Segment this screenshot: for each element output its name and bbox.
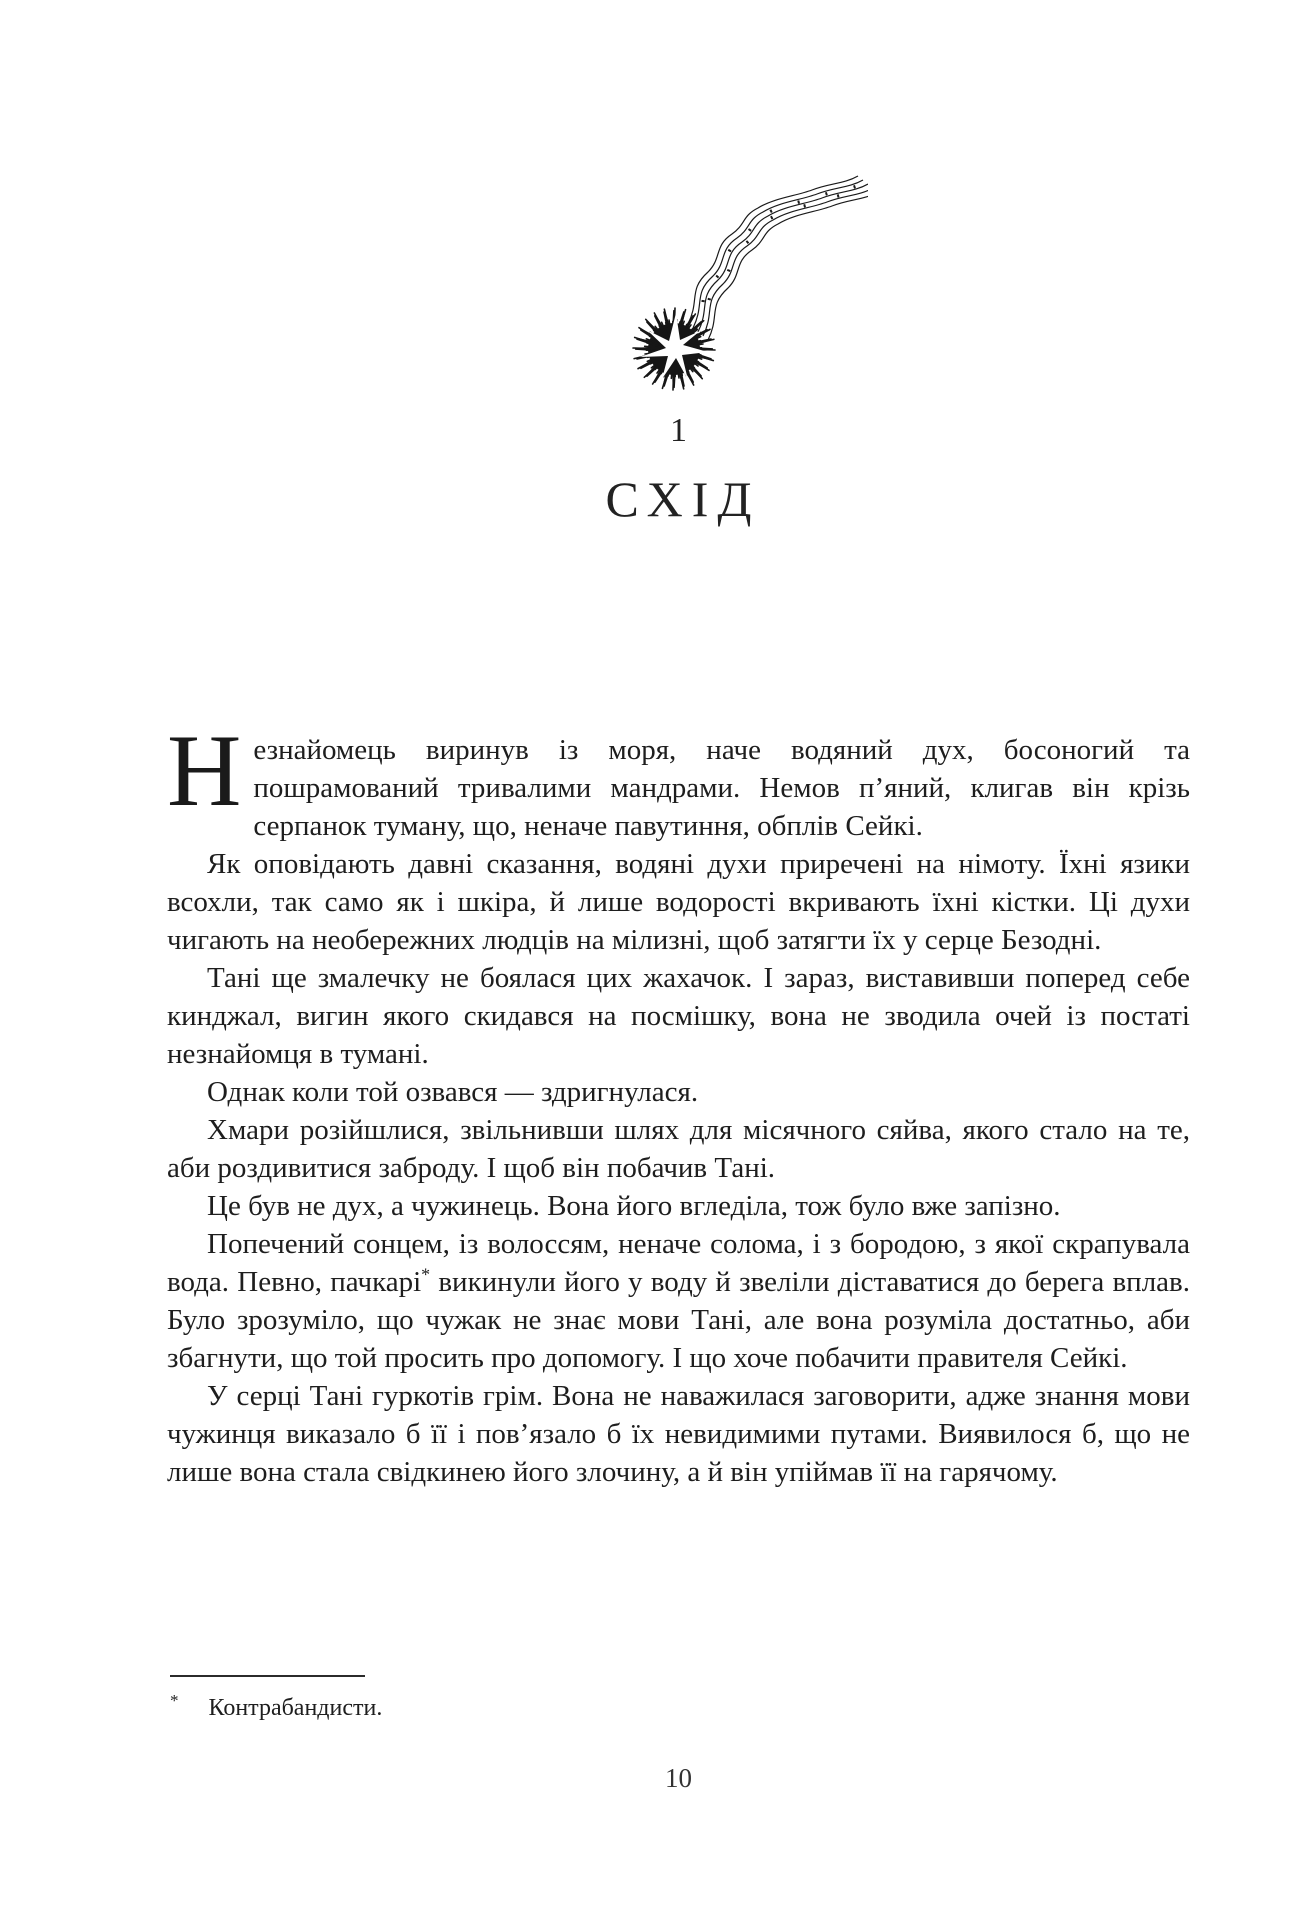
paragraph: Однак коли той озвався — здригнулася.: [207, 1076, 699, 1108]
chapter-number: 1: [670, 412, 687, 449]
paragraph-text: викинули його у воду й звеліли діставатися до берега вплав. Було зрозуміло, що чужак не знає мови Тані, але вона розуміла достатньо, аби збагнути, що той просить про допомогу. І що хоче побачити правителя Сейкі.: [167, 1266, 1190, 1374]
paragraph: [167, 714, 1190, 845]
comet-star-illustration-icon: [596, 172, 868, 430]
footnote-separator-rule: [170, 1675, 365, 1677]
drop-cap: Н: [167, 714, 242, 828]
page-number: 10: [665, 1763, 692, 1793]
footnote-marker: *: [170, 1691, 179, 1710]
paragraph: Тані ще змалечку не боялася цих жахачок. І зараз, виставивши поперед себе кинджал, вигин якого скидався на посмішку, вона не зводила очей із постаті незнайомця в тумані.: [167, 962, 1190, 1070]
paragraph: Як оповідають давні сказання, водяні духи приречені на німоту. Їхні язики всохли, так само як і шкіра, й лише водорості вкривають їхні кістки. Ці духи чигають на необережних людців на мілизні, щоб затягти їх у серце Безодні.: [167, 848, 1190, 956]
paragraph: [167, 1225, 1190, 1377]
paragraph: Хмари розійшлися, звільнивши шлях для місячного сяйва, якого стало на те, аби роздивитися заброду. І щоб він побачив Тані.: [167, 1114, 1190, 1184]
paragraph: Це був не дух, а чужинець. Вона його вгледіла, тож було вже запізно.: [207, 1190, 1061, 1222]
paragraph-text: езнайомець виринув із моря, наче водяний дух, босоногий та пошрамований тривалими мандрами. Немов п’яний, клигав він крізь серпанок туману, що, неначе павутиння, обплів Сейкі.: [253, 734, 1190, 842]
footnote-reference-marker: *: [421, 1264, 431, 1285]
comet-head: [632, 307, 716, 391]
body-text: [167, 714, 1190, 1491]
footnote: [170, 1686, 1190, 1723]
paragraph: У серці Тані гуркотів грім. Вона не наважилася заговорити, адже знання мови чужинця виказало б її і пов’язало б їх невидимими путами. Виявилося б, що не лише вона стала свідкинею його злочину, а й він упіймав її на гарячому.: [167, 1380, 1190, 1488]
chapter-title: СХІД: [605, 471, 761, 527]
comet-tail: [688, 176, 868, 340]
footnote-text: Контрабандисти.: [208, 1695, 383, 1721]
paragraph-text: Попечений сонцем, із волоссям, неначе солома, і з бородою, з якої скрапувала вода. Певно, пачкарі: [167, 1228, 1190, 1298]
